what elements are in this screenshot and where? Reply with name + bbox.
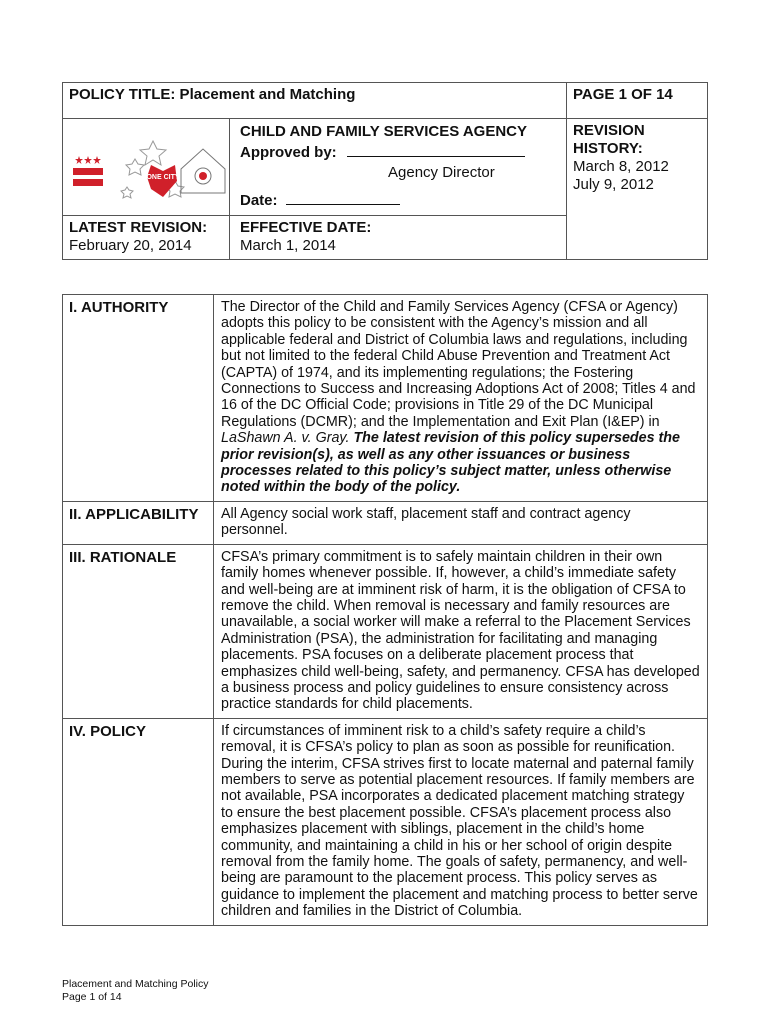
authority-text: The Director of the Child and Family Services Agency (CFSA or Agency) adopts this policy to be consistent with the Agency’s mission and all applicable federal and District of Columbia laws and regulations, including but not limited to the federal Child Abuse Prevention and Treatment Act (CAPTA) of 1974, and its implementing regulations; the Fostering Connections to Success and Increasing Adoptions Act of 2008; Titles 4 and 16 of the DC Official Code; provisions in Title 29 of the DC Municipal Regulations (DCMR); and the Implementation and Exit Plan (I&EP) in bbox=[221, 299, 696, 430]
latest-revision-date: February 20, 2014 bbox=[69, 237, 192, 254]
revision-history-label: REVISION HISTORY: bbox=[573, 122, 645, 157]
dc-flag-icon bbox=[73, 156, 103, 186]
section-heading: III. RATIONALE bbox=[63, 544, 214, 718]
section-policy bbox=[63, 718, 708, 925]
agency-logos bbox=[63, 119, 229, 211]
date-label: Date: bbox=[240, 192, 278, 209]
revision-date-2: July 9, 2012 bbox=[573, 176, 654, 193]
footer-page: Page 1 of 14 bbox=[62, 991, 122, 1003]
authority-case-name: LaShawn A. v. Gray. bbox=[221, 430, 350, 447]
section-heading: I. AUTHORITY bbox=[63, 295, 214, 502]
page-footer bbox=[62, 978, 209, 1004]
date-row bbox=[240, 192, 560, 210]
section-text bbox=[214, 295, 708, 502]
logo-cell bbox=[63, 119, 230, 216]
agency-approval-cell bbox=[230, 119, 567, 216]
authority-revision-note: The latest revision of this policy supersedes the prior revision(s), as well as any other issuances or business processes related to this policy’s subject matter, unless otherwise noted within the body of the policy. bbox=[221, 430, 680, 496]
effective-date: March 1, 2014 bbox=[240, 237, 336, 254]
cfsa-house-logo-icon bbox=[181, 149, 225, 193]
section-heading: II. APPLICABILITY bbox=[63, 501, 214, 544]
agency-name: CHILD AND FAMILY SERVICES AGENCY bbox=[240, 123, 527, 140]
section-text: All Agency social work staff, placement staff and contract agency personnel. bbox=[214, 501, 708, 544]
footer-title: Placement and Matching Policy bbox=[62, 978, 209, 990]
section-applicability bbox=[63, 501, 708, 544]
policy-title: POLICY TITLE: Placement and Matching bbox=[63, 83, 567, 119]
page-number: PAGE 1 OF 14 bbox=[567, 83, 708, 119]
date-line bbox=[286, 204, 400, 205]
latest-revision-label: LATEST REVISION: bbox=[69, 219, 208, 236]
latest-revision-cell bbox=[63, 216, 230, 260]
section-authority bbox=[63, 295, 708, 502]
policy-sections-table bbox=[62, 294, 708, 926]
header-table bbox=[62, 82, 708, 260]
signature-line bbox=[347, 156, 525, 157]
approved-by-row bbox=[240, 144, 560, 162]
svg-text:ONE CITY: ONE CITY bbox=[146, 174, 180, 181]
effective-date-cell bbox=[230, 216, 567, 260]
section-text: CFSA’s primary commitment is to safely maintain children in their own family homes whenever possible. If, however, a child’s immediate safety and well-being are at imminent risk of harm, it is the obligation of CFSA to remove the child. When removal is necessary and family resources are unavailable, a social worker will make a referral to the Placement Services Administration (PSA), the administration for facilitating and managing placements. PSA focuses on a deliberate placement process that emphasizes child well-being, safety, and permanency. CFSA has developed a business process and policy guidelines to ensure consistency across practice standards for child placements. bbox=[214, 544, 708, 718]
approved-by-label: Approved by: bbox=[240, 144, 337, 161]
one-city-logo-icon bbox=[121, 141, 184, 198]
section-text: If circumstances of imminent risk to a child’s safety require a child’s removal, it is CFSA’s policy to plan as soon as possible for reunification. During the interim, CFSA strives first to locate maternal and paternal family members to serve as potential placement resources. If family members are not available, PSA incorporates a dedicated placement matching strategy to ensure the best placement possible. CFSA’s placement process also emphasizes placement with siblings, placement in the child’s home community, and maintaining a child in his or her school of origin despite removal from the family home. The goals of safety, permanency, and well-being are paramount to the placement process. This policy serves as guidance to implement the placement and matching process to better serve children and families in the District of Columbia. bbox=[214, 718, 708, 925]
section-heading: IV. POLICY bbox=[63, 718, 214, 925]
agency-director-label: Agency Director bbox=[388, 164, 495, 181]
revision-date-1: March 8, 2012 bbox=[573, 158, 669, 175]
effective-date-label: EFFECTIVE DATE: bbox=[240, 219, 372, 236]
revision-history-cell bbox=[567, 119, 708, 260]
section-rationale bbox=[63, 544, 708, 718]
